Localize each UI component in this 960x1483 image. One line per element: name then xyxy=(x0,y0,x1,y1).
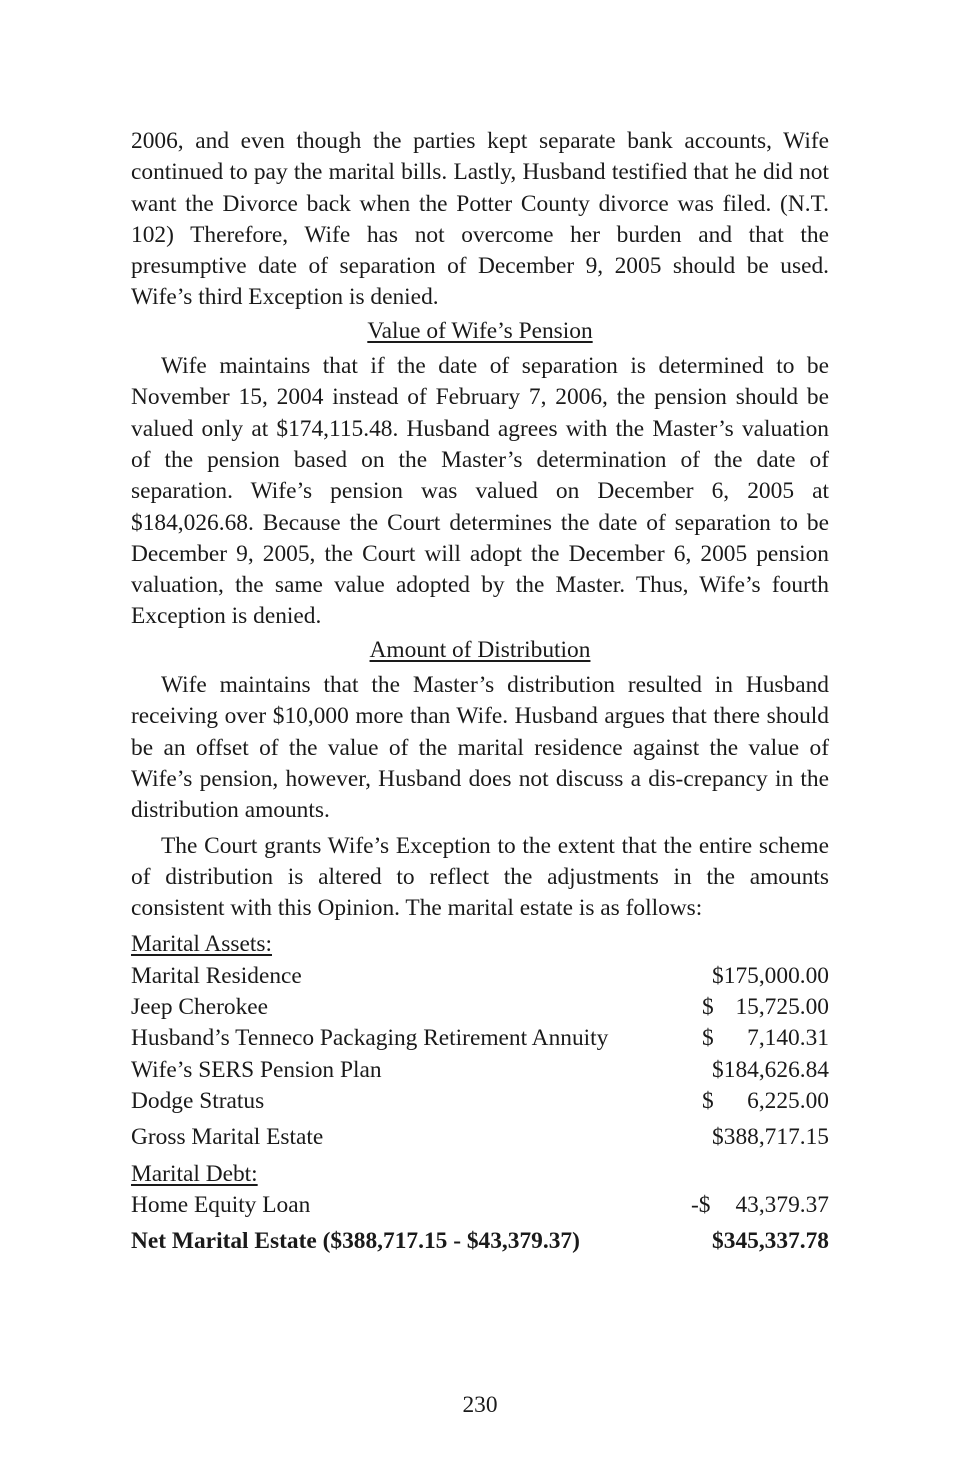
heading-amount-of-distribution: Amount of Distribution xyxy=(369,636,591,663)
asset-row xyxy=(131,992,829,1023)
gross-estate-amount: $388,717.15 xyxy=(712,1124,829,1151)
net-estate-label: Net Marital Estate ($388,717.15 - $43,379.37) xyxy=(131,1228,580,1255)
net-estate-row xyxy=(131,1226,829,1257)
assets-heading: Marital Assets: xyxy=(131,931,272,958)
assets-heading-row xyxy=(131,929,829,960)
asset-amount-group xyxy=(702,1086,829,1117)
asset-label: Marital Residence xyxy=(131,962,302,989)
asset-amount-group xyxy=(702,1023,829,1054)
currency-symbol: $ xyxy=(702,1025,714,1052)
marital-estate-table xyxy=(131,929,829,1257)
debt-amount-group xyxy=(691,1190,829,1221)
asset-amount: $184,626.84 xyxy=(712,1056,829,1083)
debt-amount: 43,379.37 xyxy=(735,1191,829,1218)
currency-symbol: -$ xyxy=(691,1191,711,1218)
currency-symbol: $ xyxy=(702,1087,714,1114)
asset-row xyxy=(131,1086,829,1117)
gross-estate-row xyxy=(131,1122,829,1153)
asset-amount-group xyxy=(702,992,829,1023)
asset-label: Wife’s SERS Pension Plan xyxy=(131,1056,382,1083)
debt-row xyxy=(131,1190,829,1221)
document-page xyxy=(131,126,829,1257)
asset-amount: $175,000.00 xyxy=(712,962,829,989)
asset-row xyxy=(131,1023,829,1054)
asset-label: Husband’s Tenneco Packaging Retirement Annuity xyxy=(131,1025,609,1052)
debt-label: Home Equity Loan xyxy=(131,1191,311,1218)
asset-label: Dodge Stratus xyxy=(131,1087,265,1114)
asset-row xyxy=(131,1055,829,1086)
gross-estate-label: Gross Marital Estate xyxy=(131,1124,324,1151)
heading-wifes-pension: Value of Wife’s Pension xyxy=(367,317,593,344)
page-number: 230 xyxy=(462,1392,498,1418)
asset-amount: 15,725.00 xyxy=(735,994,829,1021)
paragraph-1: 2006, and even though the parties kept separate bank accounts, Wife continued to pay the marital bills. Lastly, Husband testified that he did not want the Divorce back when the Potter County divorce was filed. (N.T. 102) Therefore, Wife has not overcome her burden and that the presumptive date of separation of December 9, 2005 should be used. Wife’s third Exception is denied. xyxy=(131,128,829,311)
asset-row xyxy=(131,961,829,992)
currency-symbol: $ xyxy=(702,994,714,1021)
asset-amount: 6,225.00 xyxy=(747,1087,829,1114)
paragraph-4: The Court grants Wife’s Exception to the extent that the entire scheme of distribution is altered to reflect the adjustments in the amounts consistent with this Opinion. The marital estate is as follows: xyxy=(131,832,829,922)
asset-amount: 7,140.31 xyxy=(747,1025,829,1052)
asset-label: Jeep Cherokee xyxy=(131,994,269,1021)
net-estate-amount: $345,337.78 xyxy=(712,1228,829,1255)
debt-heading: Marital Debt: xyxy=(131,1160,258,1187)
paragraph-2: Wife maintains that if the date of separation is determined to be November 15, 2004 instead of February 7, 2006, the pension should be valued only at $174,115.48. Husband agrees with the Master’s valuation of the pension based on the Master’s determination of the date of separation. Wife’s pension was valued on December 6, 2005 at $184,026.68. Because the Court determines the date of separation to be December 9, 2005, the Court will adopt the December 6, 2005 pension valuation, the same value adopted by the Master. Thus, Wife’s fourth Exception is denied. xyxy=(131,353,829,630)
debt-heading-row xyxy=(131,1159,829,1190)
paragraph-3: Wife maintains that the Master’s distribution resulted in Husband receiving over $10,000 more than Wife. Husband argues that there should be an offset of the value of the marital residence against the value of Wife’s pension, however, Husband does not discuss a dis-crepancy in the distribution amounts. xyxy=(131,672,829,824)
